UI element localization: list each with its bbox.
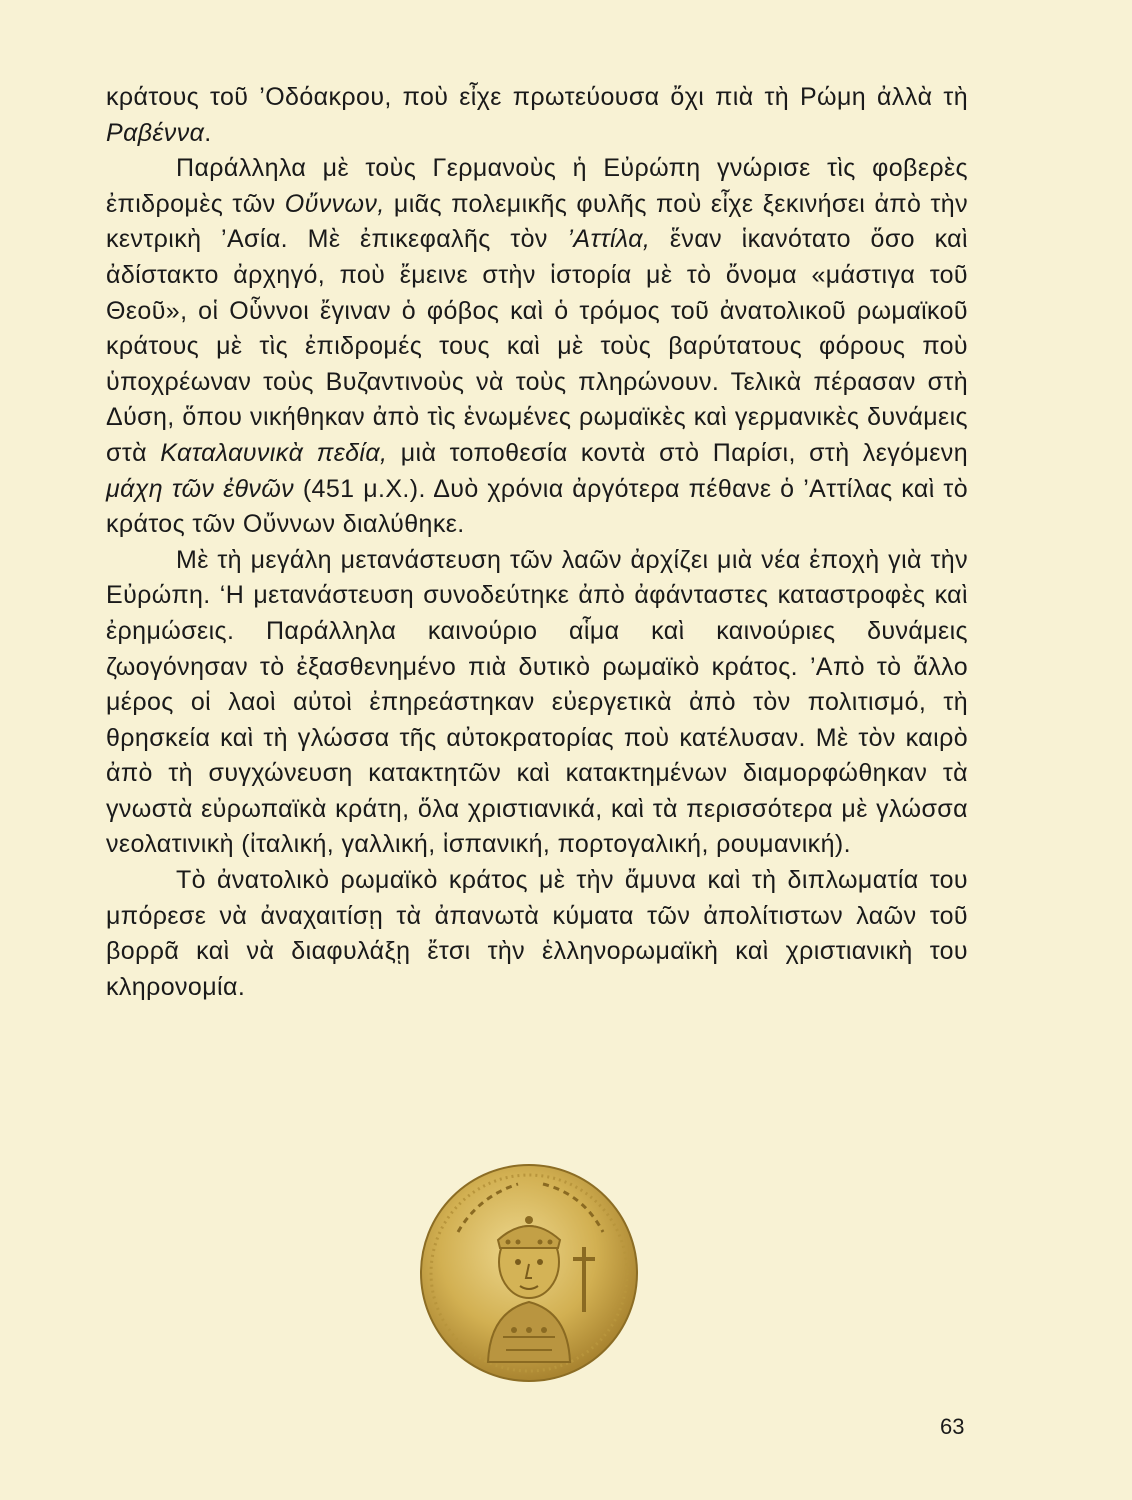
text-run: κράτους τοῦ ’Οδόακρου, ποὺ εἶχε πρωτεύουσα ὄχι πιὰ τὴ Ρώμη ἀλλὰ τὴ [106, 83, 968, 111]
text-run: μιὰ τοποθεσία κοντὰ στὸ Παρίσι, στὴ λεγόμενη [387, 438, 969, 467]
italic-term: Ραβέννα [106, 118, 205, 147]
body-text [106, 80, 968, 1005]
italic-term: ’Αττίλα, [567, 225, 651, 254]
text-run: Μὲ τὴ μεγάλη μετανάστευση τῶν λαῶν ἀρχίζει μιὰ νέα ἐποχὴ γιὰ τὴν Εὐρώπη. ‘Η μετανάστευση συνοδεύτηκε ἀπὸ ἀφάνταστες καταστροφὲς καὶ ἐρημώσεις. Παράλληλα καινούριο αἷμα καὶ καινούριες δυνάμεις ζωογόνησαν τὸ ἐξασθενημένο πιὰ δυτικὸ ρωμαϊκὸ κράτος. ’Απὸ τὸ ἄλλο μέρος οἱ λαοὶ αὐτοὶ ἐπηρεάστηκαν εὐεργετικὰ ἀπὸ τὸν πολιτισμό, τὴ θρησκεία καὶ τὴ γλώσσα τῆς αὐτοκρατορίας ποὺ κατέλυσαν. Μὲ τὸν καιρὸ ἀπὸ τὴ συγχώνευση κατακτητῶν καὶ κατακτημένων διαμορφώθηκαν τὰ γνωστὰ εὐρωπαϊκὰ κράτη, ὅλα χριστιανικά, καὶ τὰ περισσότερα μὲ γλώσσα νεολατινικὴ (ἰταλική, γαλλική, ἱσπανική, πορτογαλική, ρουμανική). [106, 545, 968, 859]
paragraph [106, 151, 968, 543]
paragraph [106, 80, 968, 151]
italic-term: Καταλαυνικὰ πεδία, [160, 438, 388, 467]
italic-term: Οὔννων, [284, 189, 385, 218]
page-number: 63 [940, 1414, 965, 1439]
paragraph [106, 863, 968, 1005]
text-run: ἕναν ἱκανότατο ὅσο καὶ ἀδίστακτο ἀρχηγό, ποὺ ἔμεινε στὴν ἱστορία μὲ τὸ ὄνομα «μάστιγα τοῦ Θεοῦ», οἱ Οὗννοι ἔγιναν ὁ φόβος καὶ ὁ τρόμος τοῦ ἀνατολικοῦ ρωμαϊκοῦ κράτους μὲ τὶς ἐπιδρομές τους καὶ μὲ τοὺς βαρύτατους φόρους ποὺ ὑποχρέωναν τοὺς Βυζαντινοὺς νὰ τοὺς πληρώνουν. Τελικὰ πέρασαν στὴ Δύση, ὅπου νικήθηκαν ἀπὸ τὶς ἑνωμένες ρωμαϊκὲς καὶ γερμανικὲς δυνάμεις στὰ [106, 225, 968, 467]
text-run: Παράλληλα μὲ τοὺς Γερμανοὺς ἡ Εὐρώπη γνώρισε τὶς φοβερὲς ἐπιδρομὲς τῶν [106, 154, 968, 218]
text-run: μιᾶς πολεμικῆς φυλῆς ποὺ εἶχε ξεκινήσει ἀπὸ τὴν κεντρικὴ ’Ασία. Μὲ ἐπικεφαλῆς τὸν [106, 189, 968, 254]
text-run: . [204, 118, 212, 147]
paragraph [106, 543, 968, 863]
byzantine-gold-coin-icon [418, 1162, 640, 1384]
text-run: (451 μ.Χ.). Δυὸ χρόνια ἀργότερα πέθανε ὁ ’Αττίλας καὶ τὸ κράτος τῶν Οὔννων διαλύθηκε. [106, 474, 969, 539]
italic-term: μάχη τῶν ἐθνῶν [106, 474, 295, 503]
text-run: Τὸ ἀνατολικὸ ρωμαϊκὸ κράτος μὲ τὴν ἄμυνα καὶ τὴ διπλωματία του μπόρεσε νὰ ἀναχαιτίσῃ τὰ ἀπανωτὰ κύματα τῶν ἀπολίτιστων λαῶν τοῦ βορρᾶ καὶ νὰ διαφυλάξῃ ἔτσι τὴν ἑλληνορωμαϊκὴ καὶ χριστιανικὴ του κληρονομία. [106, 866, 968, 1001]
